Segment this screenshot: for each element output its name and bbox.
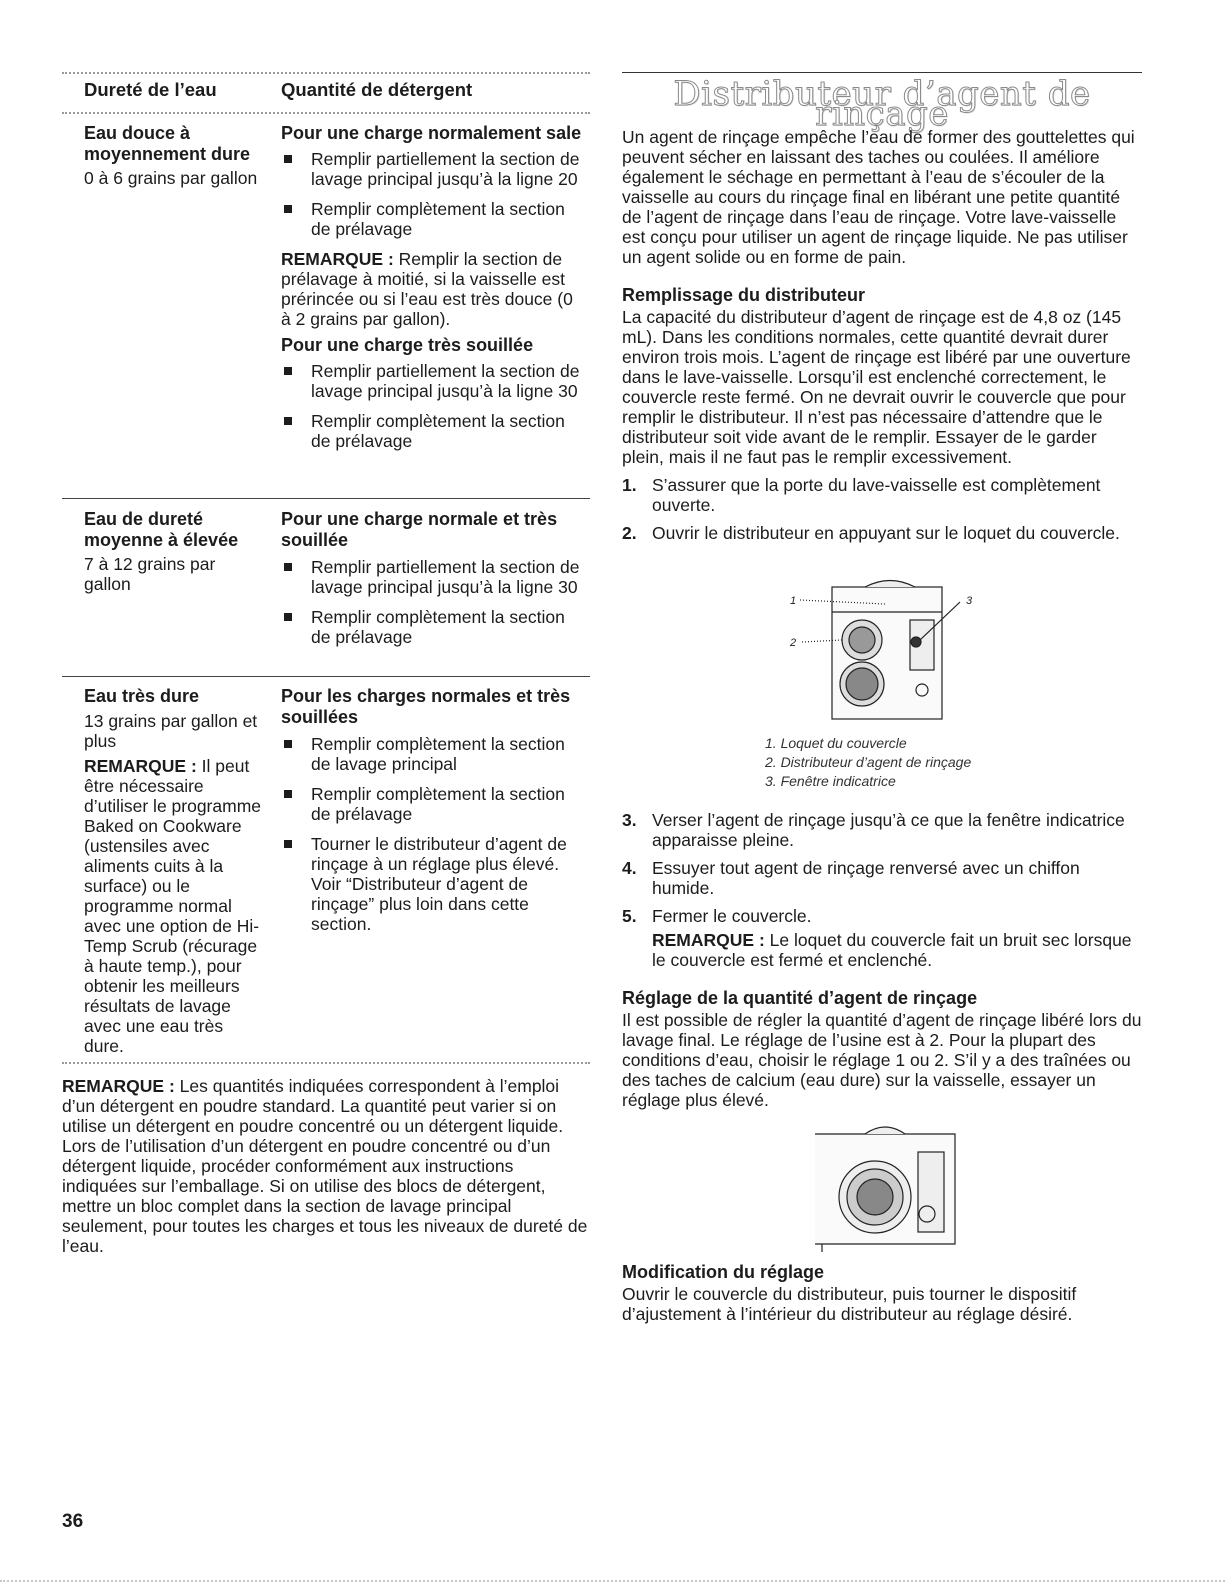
step-text: S’assurer que la porte du lave-vaisselle est complètement ouverte. [652,475,1101,515]
right-column-body-2 [622,810,1142,1110]
row-divider [62,676,590,677]
modify-heading: Modification du réglage [622,1262,825,1282]
list-item: Tourner le distributeur d’agent de rinçage à un réglage plus élevé. Voir “Distributeur d’agent de rinçage” plus loin dans cette section. [281,834,586,934]
table-row [84,509,264,594]
list-item [622,810,1142,850]
fill-paragraph: La capacité du distributeur d’agent de rinçage est de 4,8 oz (145 mL). Dans les conditions normales, cette quantité devrait durer environ trois mois. L’agent de rinçage est libéré par une ouverture dans le lave-vaisselle. Lorsqu’il est enclenché correctement, le couvercle reste fermé. On ne devrait ouvrir le couvercle que pour remplir le distributeur. Il n’est pas nécessaire d’attendre que le distributeur soit vide avant de le remplir. Essayer de le garder plein, mais il ne faut pas le remplir excessivement. [622,307,1131,467]
row-detergent-cell [281,509,586,657]
list-item: Remplir partiellement la section de lavage principal jusqu’à la ligne 30 [281,557,586,597]
row-hardness-title: Eau très dure [84,686,200,706]
step-text: Essuyer tout agent de rinçage renversé avec un chiffon humide. [652,858,1080,898]
row-note [84,756,264,1056]
step-text: Ouvrir le distributeur en appuyant sur le loquet du couvercle. [652,523,1120,543]
note-label: REMARQUE : [652,930,765,950]
caption-item: 2. Distributeur d’agent de rinçage [765,754,972,770]
table-header-hardness: Dureté de l’eau [84,79,217,100]
table-row [84,686,264,1056]
row-grains: 13 grains par gallon et plus [84,711,258,751]
callout-3: 3 [966,595,973,607]
row-note [281,249,586,329]
list-item: Remplir complètement la section de prélavage [281,199,586,239]
note-label: REMARQUE : [84,756,197,776]
right-column-body [622,127,1142,551]
list-item [622,523,1142,543]
section-title: Distributeur d’agent de rinçage [673,74,1091,134]
step-number: 3. [622,810,637,830]
fill-heading: Remplissage du distributeur [622,285,866,305]
note-label: REMARQUE : [62,1076,175,1096]
note-label: REMARQUE : [281,249,394,269]
adjust-heading: Réglage de la quantité d’agent de rinçage [622,988,978,1008]
list-item [622,906,1142,926]
step-number: 5. [622,906,637,926]
row-hardness-title: Eau douce à moyennement dure [84,123,251,164]
dispenser-figure [780,572,980,722]
row-grains: 0 à 6 grains par gallon [84,168,258,188]
step-number: 1. [622,475,637,495]
figure-captions [765,734,1105,791]
step-text: Fermer le couvercle. [652,906,812,926]
table-row [84,123,264,188]
list-item [622,858,1142,898]
list-item: Remplir complètement la section de prélavage [281,784,586,824]
row-heading: Pour une charge normale et très souillée [281,509,558,550]
adjust-dial-figure [810,1122,960,1252]
row-heading: Pour les charges normales et très souillées [281,686,571,727]
callout-1: 1 [790,595,797,607]
note-text: Remplir la section de prélavage à moitié, si la vaisselle est prérincée ou si l’eau est très douce (0 à 2 grains par gallon). [281,249,573,329]
note-text: Les quantités indiquées correspondent à l’emploi d’un détergent en poudre standard. La quantité peut varier si on utilise un détergent en poudre concentré ou un détergent liquide. Lors de l’utilisation d’un détergent en poudre concentré ou d’un détergent liquide, procéder conformément aux instructions indiquées sur l’emballage. Si on utilise des blocs de détergent, mettre un bloc complet dans la section de lavage principal seulement, pour toutes les charges et tous les niveaux de dureté de l’eau. [62,1076,588,1256]
caption-item: 3. Fenêtre indicatrice [765,773,896,789]
page-bottom-edge [0,1580,1225,1582]
modify-section [622,1262,1142,1324]
row-heading: Pour une charge normalement sale [281,123,582,143]
list-item: Remplir complètement la section de lavage principal [281,734,586,774]
note-text: Il peut être nécessaire d’utiliser le programme Baked on Cookware (ustensiles avec aliments cuits à la surface) ou le programme normal avec une option de Hi-Temp Scrub (récurage à haute temp.), pour obtenir les meilleurs résultats de lavage avec une eau très dure. [84,756,262,1056]
intro-paragraph: Un agent de rinçage empêche l’eau de former des gouttelettes qui peuvent sécher en laissant des taches ou coulées. Il améliore également le séchage en permettant à l’eau de s’écouler de la vaisselle au cours du rinçage final en libérant une petite quantité de l’agent de rinçage dans l’eau de rinçage. Votre lave-vaisselle est conçu pour utiliser un agent de rinçage liquide. Ne pas utiliser un agent solide ou en forme de pain. [622,127,1135,267]
row-grains: 7 à 12 grains par gallon [84,554,216,594]
step-text: Verser l’agent de rinçage jusqu’à ce que la fenêtre indicatrice apparaisse pleine. [652,810,1125,850]
callout-2: 2 [790,637,797,649]
row-detergent-cell [281,123,586,461]
step-number: 2. [622,523,637,543]
row-hardness-title: Eau de dureté moyenne à élevée [84,509,239,550]
step-number: 4. [622,858,637,878]
caption-item: 1. Loquet du couvercle [765,735,907,751]
adjust-paragraph: Il est possible de régler la quantité d’agent de rinçage libéré lors du lavage final. Le réglage de l’usine est à 2. Pour la plupart des conditions d’eau, choisir le réglage 1 ou 2. S’il y a des traînées ou des taches de calcium (eau dure) sur la vaisselle, essayer un réglage plus élevé. [622,1010,1142,1110]
step5-note [622,930,1142,970]
list-item [622,475,1142,515]
bottom-note [62,1076,590,1256]
list-item: Remplir complètement la section de prélavage [281,411,586,451]
table-bottom-rule [62,1062,590,1064]
table-header-rule [62,112,590,114]
table-header-detergent: Quantité de détergent [281,79,473,100]
row-divider [62,498,590,499]
row-detergent-cell [281,686,586,944]
list-item: Remplir partiellement la section de lavage principal jusqu’à la ligne 20 [281,149,586,189]
list-item: Remplir partiellement la section de lavage principal jusqu’à la ligne 30 [281,361,586,401]
table-top-rule [62,72,590,74]
list-item: Remplir complètement la section de prélavage [281,607,586,647]
modify-paragraph: Ouvrir le couvercle du distributeur, puis tourner le dispositif d’ajustement à l’intérieur du distributeur au réglage désiré. [622,1284,1077,1324]
note-text: Le loquet du couvercle fait un bruit sec lorsque le couvercle est fermé et enclenché. [652,930,1132,970]
page-number: 36 [62,1511,84,1532]
row-heading-2: Pour une charge très souillée [281,335,534,355]
section-top-rule [622,72,1142,73]
